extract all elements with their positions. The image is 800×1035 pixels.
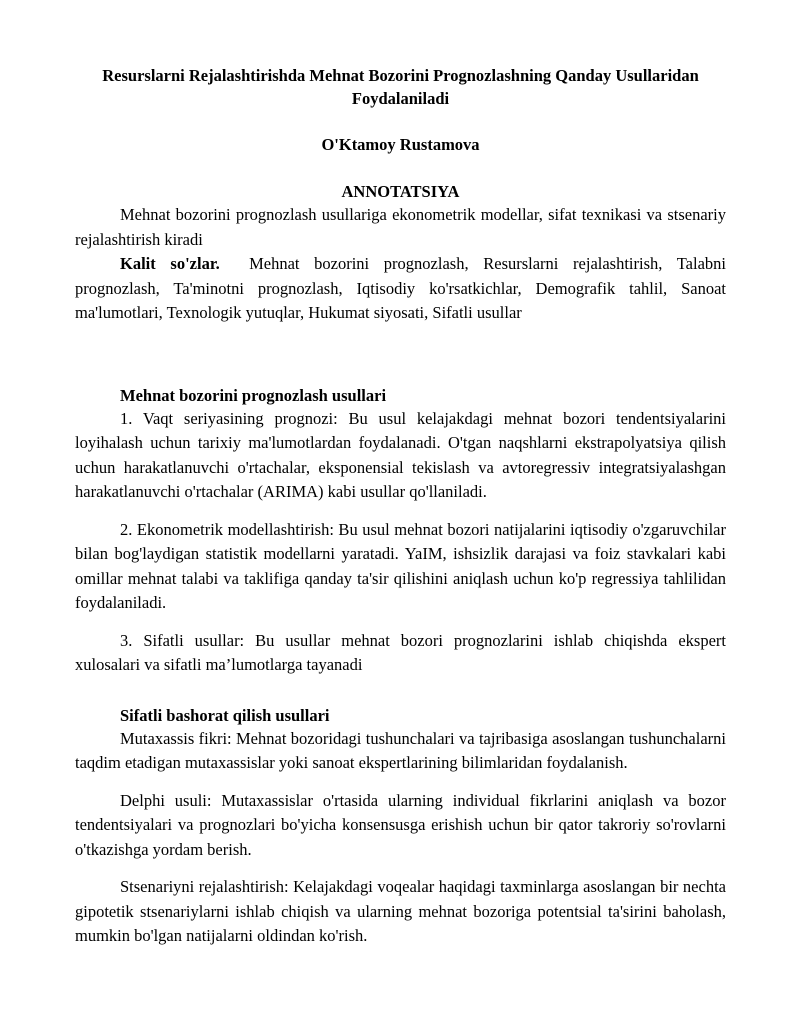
document-title: Resurslarni Rejalashtirishda Mehnat Bozorini Prognozlashning Qanday Usullaridan Foydalaniladi bbox=[102, 66, 699, 108]
keywords-paragraph bbox=[75, 252, 726, 326]
section1-paragraph: 2. Ekonometrik modellashtirish: Bu usul mehnat bozori natijalarini iqtisodiy o'zgaruvchilar bilan bog'laydigan statistik modellarni yaratadi. YaIM, ishsizlik darajasi va foiz stavkalari kabi omillar mehnat talabi va taklifiga qanday ta'sir qilishini aniqlash uchun ko'p regressiya tahlilidan foydalaniladi. bbox=[75, 519, 726, 612]
section1-paragraph: 1. Vaqt seriyasining prognozi: Bu usul kelajakdagi mehnat bozori tendentsiyalarini loyihalash uchun tarixiy ma'lumotlardan foydalanadi. O'tgan naqshlarni ekstrapolyatsiya qilish uchun harakatlanuvchi o'rtachalar, eksponensial tekislash va avtoregressiv integratsiyalashgan harakatlanuvchi o'rtachalar (ARIMA) kabi usullar qo'llaniladi. bbox=[75, 408, 726, 501]
section2-paragraph: Delphi usuli: Mutaxassislar o'rtasida ularning individual fikrlarini aniqlash va bozor tendentsiyalari va prognozlari bo'yicha konsensusga erishish uchun bir qator takroriy so'rovlarni o'tkazishga yordam berish. bbox=[75, 790, 726, 859]
author-name: O'Ktamoy Rustamova bbox=[321, 135, 480, 154]
keywords-label: Kalit so'zlar. bbox=[120, 254, 220, 273]
section1-paragraph: 3. Sifatli usullar: Bu usullar mehnat bozori prognozlarini ishlab chiqishda ekspert xulosalari va sifatli ma’lumotlarga tayanadi bbox=[75, 630, 726, 674]
section-heading-qualitative: Sifatli bashorat qilish usullari bbox=[120, 705, 330, 725]
section2-paragraph: Mutaxassis fikri: Mehnat bozoridagi tushunchalari va tajribasiga asoslangan tushunchalarni taqdim etadigan mutaxassislar yoki sanoat ekspertlarining bilimlaridan foydalanish. bbox=[75, 728, 726, 772]
section2-paragraph: Stsenariyni rejalashtirish: Kelajakdagi voqealar haqidagi taxminlarga asoslangan bir nechta gipotetik stsenariylarni ishlab chiqish va ularning mehnat bozoriga potentsial ta'sirini baholash, mumkin bo'lgan natijalarni oldindan ko'rish. bbox=[75, 877, 726, 945]
annotation-heading: ANNOTATSIYA bbox=[341, 182, 460, 201]
keywords-text: Mehnat bozorini prognozlash, Resurslarni rejalashtirish, Talabni prognozlash, Ta'minotni prognozlash, Iqtisodiy ko'rsatkichlar, Demografik tahlil, Sanoat ma'lumotlari, Texnologik yutuqlar, Hukumat siyosati, Sifatli usullar bbox=[75, 254, 726, 322]
section-heading-methods: Mehnat bozorini prognozlash usullari bbox=[120, 385, 387, 405]
annotation-text: Mehnat bozorini prognozlash usullariga ekonometrik modellar, sifat texnikasi va stsenariy rejalashtirish kiradi bbox=[75, 205, 726, 249]
